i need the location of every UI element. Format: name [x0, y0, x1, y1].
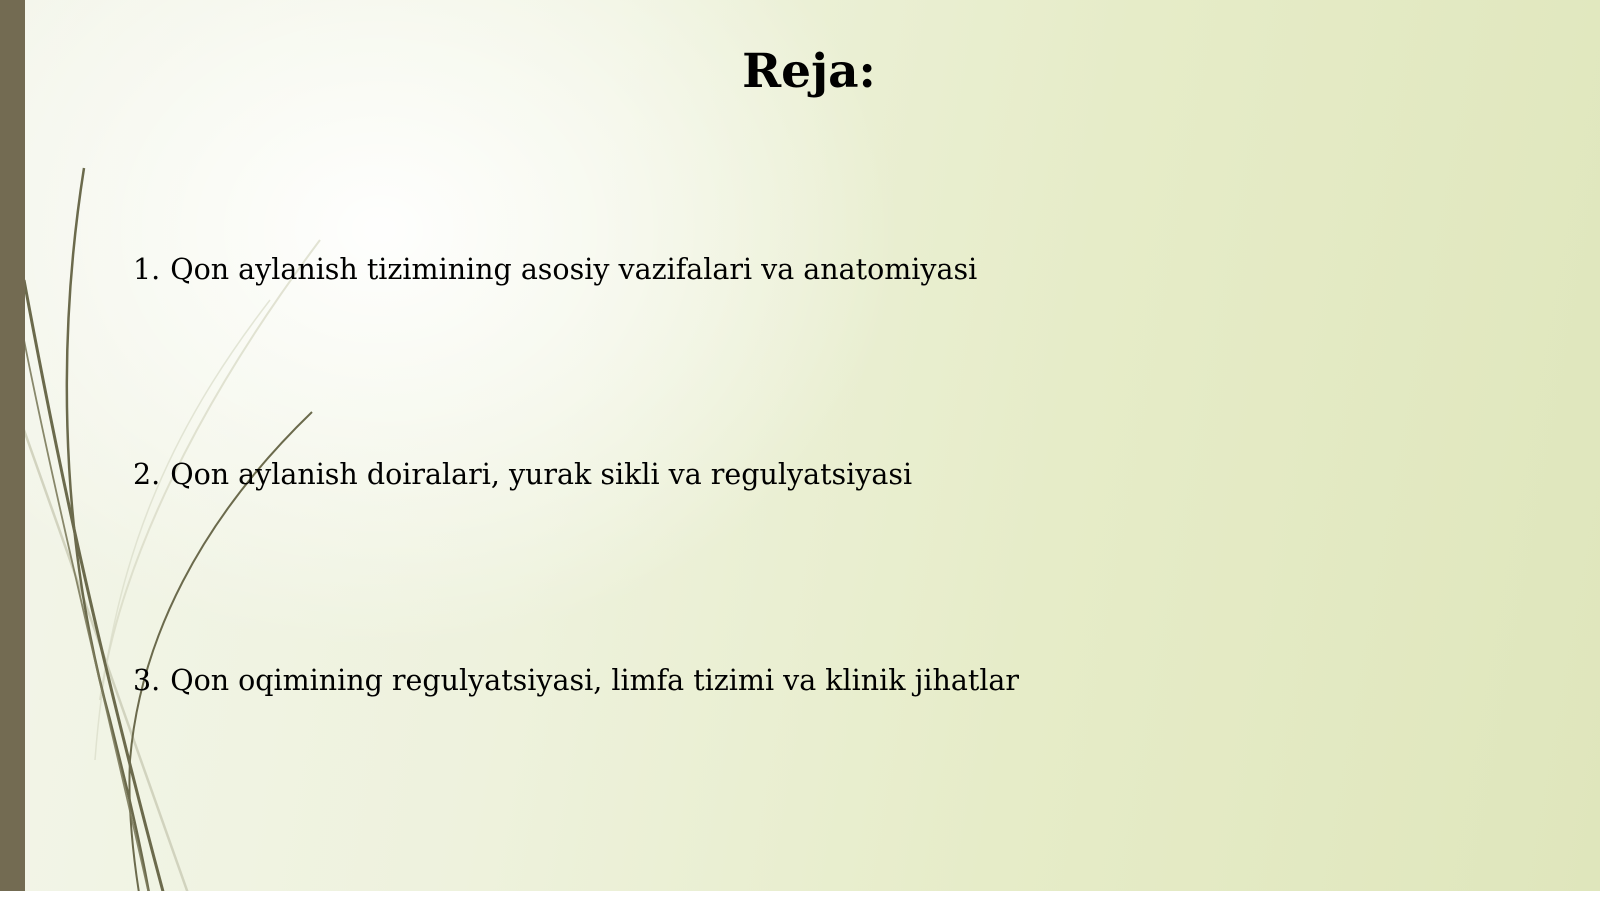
- slide-title: Reja:: [742, 44, 876, 99]
- plan-item-text: Qon oqimining regulyatsiyasi, limfa tizimi va klinik jihatlar: [170, 664, 1020, 697]
- bottom-edge: [0, 891, 1600, 899]
- plan-item-1: [133, 250, 977, 290]
- plan-list: [133, 0, 1433, 899]
- plan-item-number: 2.: [133, 458, 161, 491]
- plan-item-number: 3.: [133, 664, 161, 697]
- plan-item-text: Qon aylanish doiralari, yurak sikli va regulyatsiyasi: [170, 458, 913, 491]
- plan-item-number: 1.: [133, 253, 161, 286]
- plan-item-3: [133, 661, 1019, 701]
- plan-item-2: [133, 455, 912, 495]
- plan-item-text: Qon aylanish tizimining asosiy vazifalari va anatomiyasi: [170, 253, 978, 286]
- left-accent-bar: [0, 0, 25, 899]
